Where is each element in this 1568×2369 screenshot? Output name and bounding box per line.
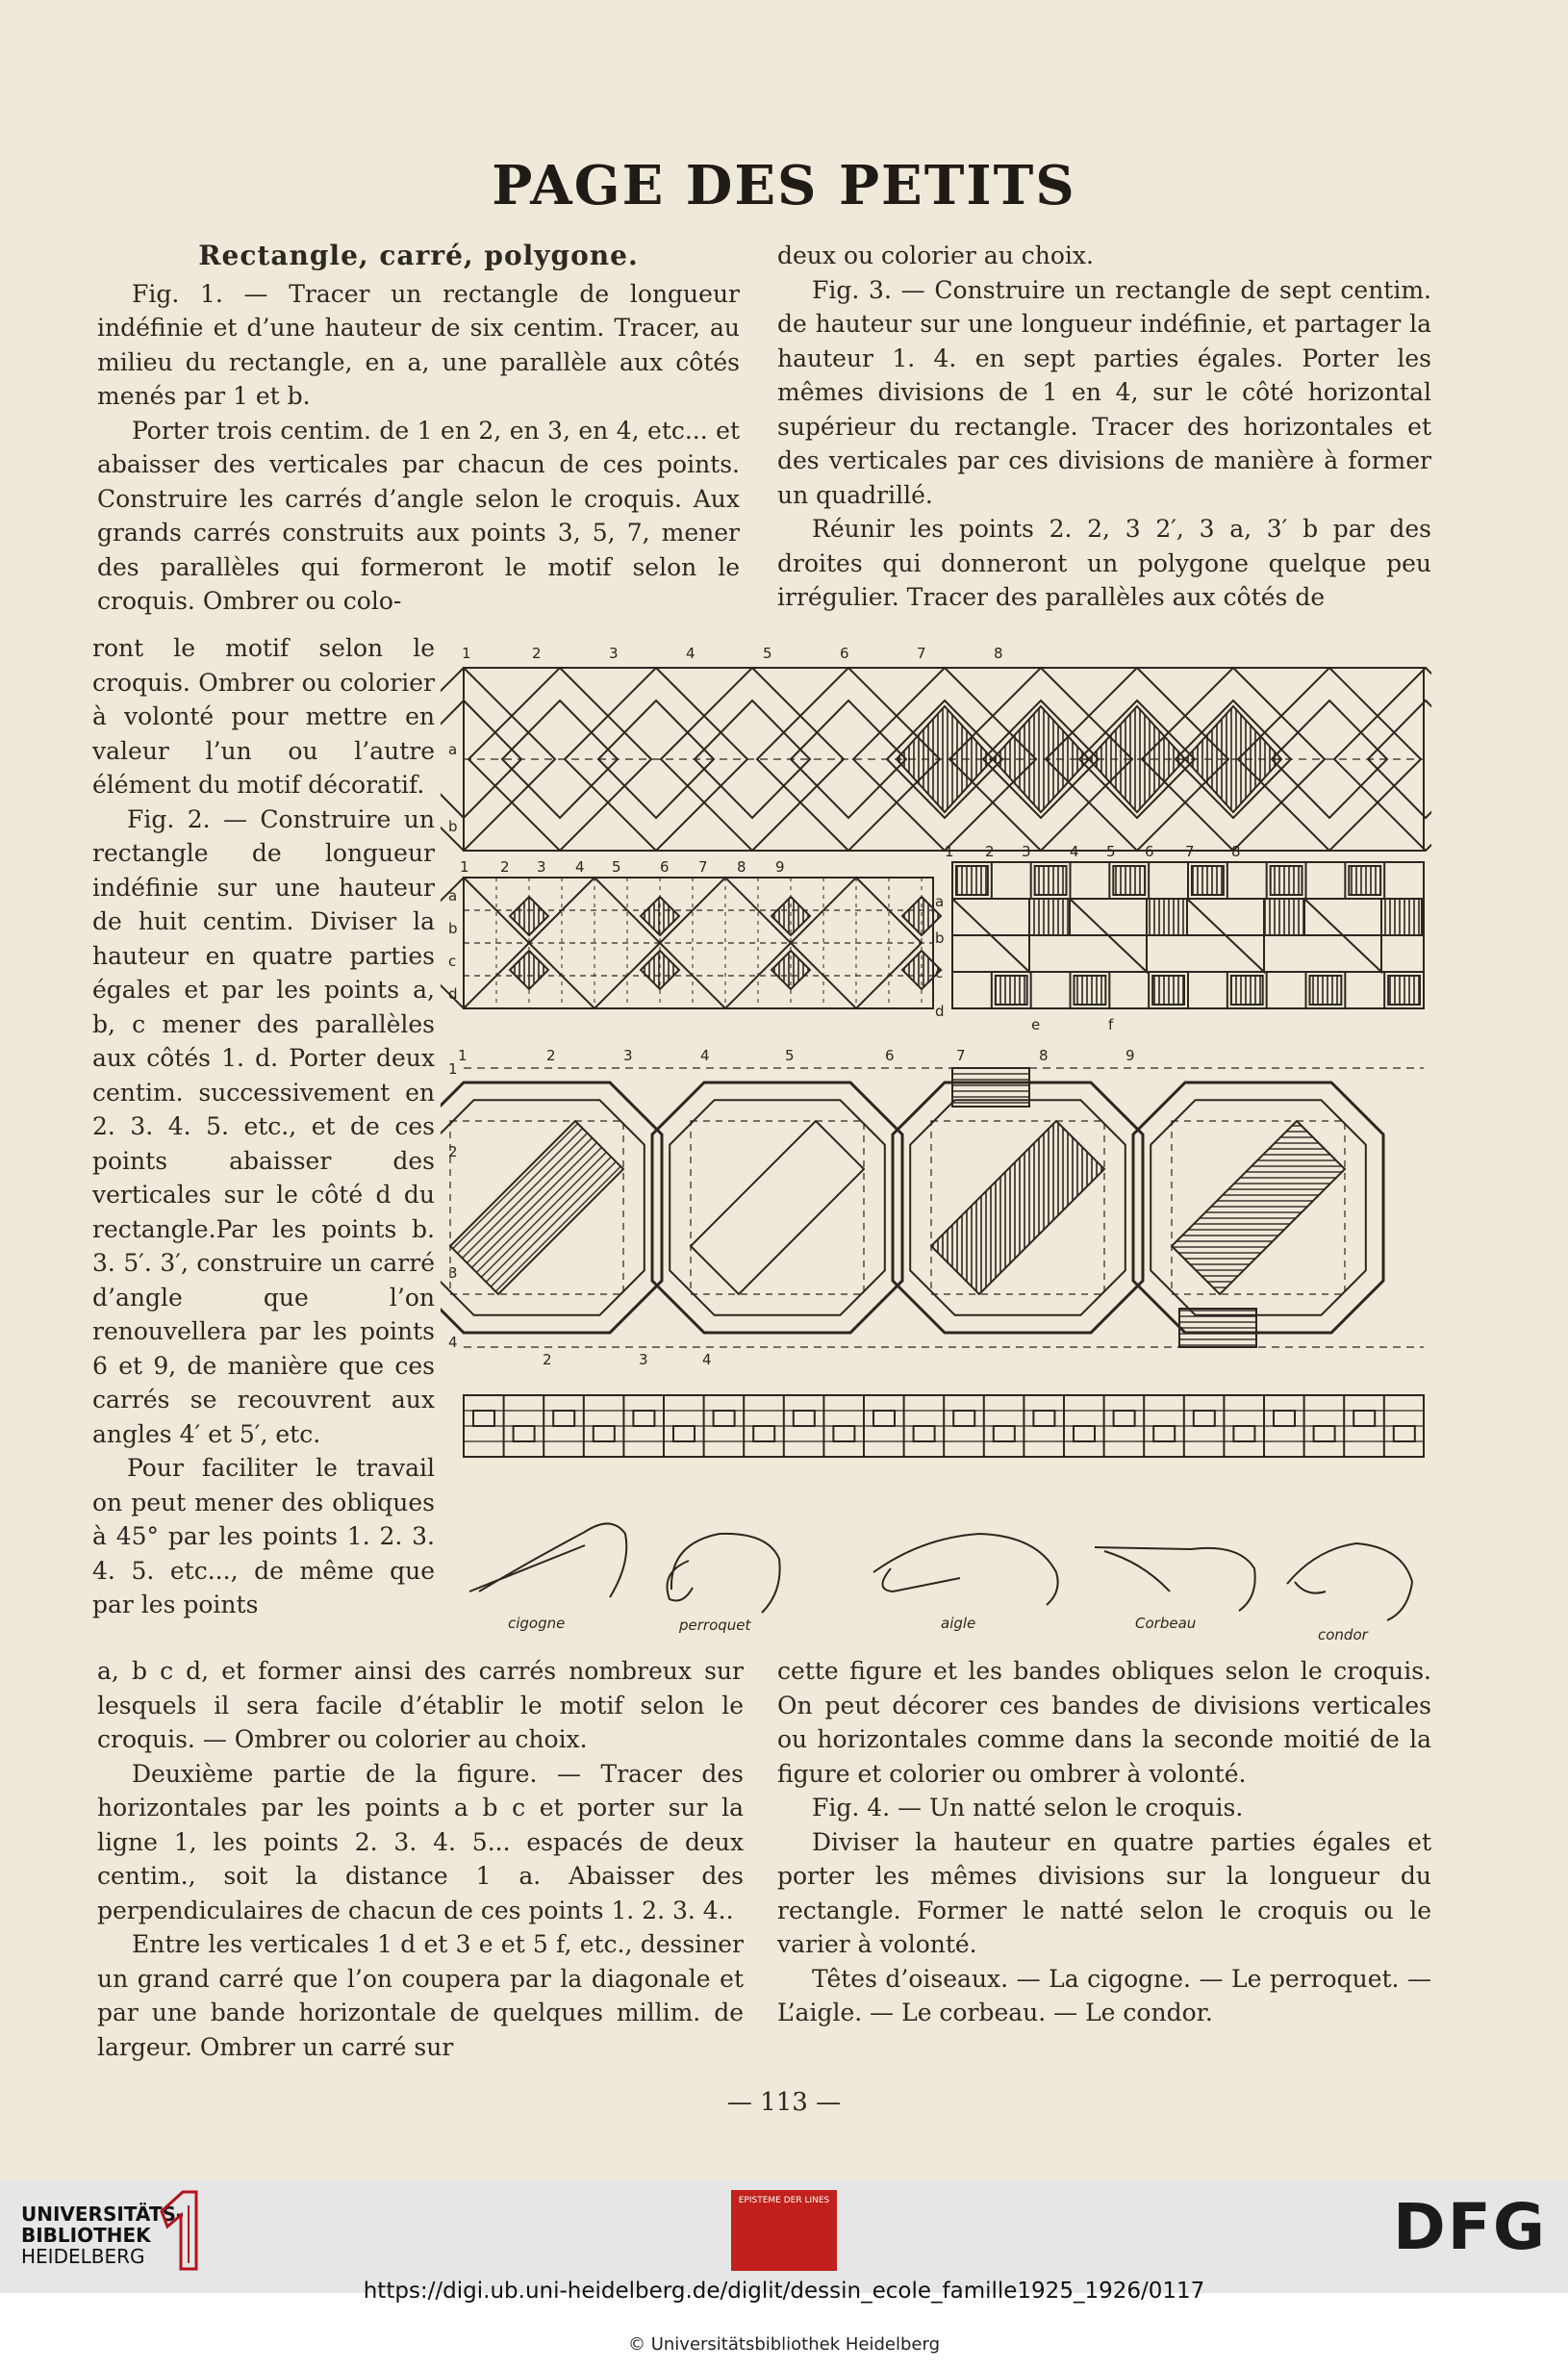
hatched-cell (956, 866, 988, 895)
figure-label: a (448, 741, 458, 758)
hatched-cell (1029, 899, 1070, 935)
column-left-narrow (92, 631, 435, 1622)
project-logo[interactable] (731, 2190, 837, 2271)
figure-label: 1 (460, 858, 469, 876)
figure-label: 1 (462, 645, 471, 662)
figure-label: 7 (1185, 843, 1195, 860)
hatched-cell (1147, 899, 1187, 935)
weave-strand (594, 1426, 615, 1441)
column-right-bottom (777, 1654, 1431, 2030)
weave-strand (873, 1411, 895, 1426)
figure-label: 2 (546, 1047, 556, 1064)
figure-label: 3 (1022, 843, 1031, 860)
figure-label: 9 (1125, 1047, 1135, 1064)
paragraph: Deuxième partie de la figure. — Tracer des horizontales par les points a b c et porter sur la ligne 1, les points 2. 3. 4. 5... espacés de deux centim., soit la distance 1 a. Abaisser des perpendiculaires de chacun de ces points 1. 2. 3. 4.. (97, 1759, 744, 1924)
figure-label: c (935, 964, 944, 981)
guide-square (691, 1121, 864, 1294)
weave-strand (914, 1426, 935, 1441)
hatched-cell (1113, 866, 1145, 895)
weave-strand (514, 1426, 535, 1441)
figure-label: 8 (737, 858, 746, 876)
figure-label: 2 (532, 645, 542, 662)
hatched-cell (996, 976, 1027, 1005)
weave-strand (714, 1411, 735, 1426)
figure-label: f (1108, 1016, 1114, 1033)
weave-strand (1033, 1411, 1054, 1426)
figure-label: 2 (985, 843, 995, 860)
octagon (652, 1083, 902, 1333)
paragraph: Fig. 3. — Construire un rectangle de sept centim. de hauteur sur une longueur indéfinie, et partager la hauteur 1. 4. en sept parties égales. Porter les mêmes divisions de 1 en 4, sur le côté horizontal supérieur du rectangle. Tracer des horizontales et des verticales par ces divisions de manière à former un quadrillé. (777, 275, 1431, 509)
figure-label: 5 (763, 645, 772, 662)
figure-2a-diamonds (441, 858, 944, 1008)
paragraph: deux ou colorier au choix. (777, 242, 1094, 269)
diagonal-band (691, 1121, 864, 1294)
weave-strand (994, 1426, 1015, 1441)
figure-label: 7 (698, 858, 708, 876)
page-number: — 113 — (726, 2088, 842, 2117)
dfg-logo[interactable]: DFG (1393, 2190, 1548, 2264)
weave-strand (633, 1411, 654, 1426)
paragraph: Réunir les points 2. 2, 3 2′, 3 a, 3′ b par des droites qui donneront un polygone quelque peu irrégulier. Tracer des parallèles aux côtés de (777, 515, 1431, 611)
condor-head-drawing (1287, 1543, 1412, 1643)
figure-label: 3 (639, 1351, 648, 1368)
figure-label: 3 (623, 1047, 633, 1064)
figure-label: 6 (840, 645, 849, 662)
figure-label: 8 (994, 645, 1003, 662)
figure-label: 1 (945, 843, 954, 860)
bird-label: perroquet (679, 1617, 751, 1634)
figure-label: c (448, 953, 457, 970)
hatched-cell (1271, 866, 1302, 895)
hatched-cell (1152, 976, 1184, 1005)
figure-3-octagons (441, 1047, 1424, 1368)
bird-label: Corbeau (1135, 1615, 1197, 1632)
figure-label: 4 (1070, 843, 1079, 860)
figure-label: 4 (700, 1047, 710, 1064)
weave-strand (553, 1411, 574, 1426)
weave-strand (673, 1426, 695, 1441)
diagonal-band (931, 1121, 1104, 1294)
diagonal-band (1172, 1121, 1345, 1294)
paragraph: cette figure et les bandes obliques selon le croquis. On peut décorer ces bandes de divisions verticales ou horizontales comme dans la seconde moitié de la figure et colorier ou ombrer à volonté. (777, 1657, 1431, 1788)
figure-2b-squares (935, 843, 1424, 1033)
figure-label: 4 (702, 1351, 712, 1368)
paragraph: Entre les verticales 1 d et 3 e et 5 f, etc., dessiner un grand carré que l’on coupera par la diagonale et par une bande horizontale de quelques millim. de largeur. Ombrer un carré sur (97, 1930, 744, 2061)
figure-label: 6 (660, 858, 670, 876)
hatched-cell (1035, 866, 1067, 895)
project-logo-text: EPISTEME DER LINES (738, 2196, 830, 2205)
figure-label: d (448, 985, 458, 1003)
eagle-head-drawing (873, 1534, 1058, 1632)
paragraph: Pour faciliter le travail on peut mener des obliques à 45° par les points 1. 2. 3. 4. 5. etc..., de même que par les points (92, 1454, 435, 1618)
shaded-diamond (897, 706, 993, 812)
hatched-cell (1264, 899, 1304, 935)
weave-strand (1114, 1411, 1135, 1426)
bird-label: condor (1318, 1626, 1368, 1643)
shaded-diamond (993, 706, 1089, 812)
column-left-top (97, 239, 740, 619)
figure-label: 1 (448, 1060, 458, 1078)
library-logo-line: BIBLIOTHEK (21, 2224, 151, 2247)
paragraph: Têtes d’oiseaux. — La cigogne. — Le perroquet. — L’aigle. — Le corbeau. — Le condor. (777, 1964, 1431, 2026)
figure-label: 6 (1145, 843, 1154, 860)
figure-label: 3 (537, 858, 546, 876)
figure-label: 7 (956, 1047, 966, 1064)
column-right-top (777, 239, 1431, 615)
section-heading: Rectangle, carré, polygone. (198, 240, 639, 271)
weave-strand (1074, 1426, 1095, 1441)
figure-label: d (935, 1003, 945, 1020)
library-logo-icon (154, 2186, 202, 2273)
figure-label: 2 (500, 858, 510, 876)
octagon-inner (670, 1100, 885, 1315)
figure-label: b (448, 818, 458, 835)
paragraph: Diviser la hauteur en quatre parties égales et porter les mêmes divisions sur la longueur du rectangle. Former le natté selon le croquis ou le varier à volonté. (777, 1827, 1431, 1958)
figure-label: 9 (775, 858, 785, 876)
hatched-cell (1381, 899, 1422, 935)
figure-label: 5 (785, 1047, 795, 1064)
figure-label: 2 (448, 1143, 458, 1160)
column-left-bottom (97, 1654, 744, 2064)
figure-plates (441, 639, 1431, 1651)
weave-strand (833, 1426, 854, 1441)
parrot-head-drawing (668, 1534, 780, 1634)
paragraph: Porter trois centim. de 1 en 2, en 3, en 4, etc... et abaisser des verticales par chacun de ces points. Construire les carrés d’angle selon le croquis. Aux grands carrés construits aux points 3, 5, 7, mener des parallèles qui formeront le motif selon le croquis. Ombrer ou colo- (97, 416, 740, 615)
hatched-cell (1388, 976, 1420, 1005)
weave-strand (1153, 1426, 1175, 1441)
hatched-cell (1349, 866, 1380, 895)
figure-label: 1 (458, 1047, 468, 1064)
diagonal-band (450, 1121, 623, 1294)
figure-label: 8 (1231, 843, 1241, 860)
bird-label: cigogne (508, 1615, 566, 1632)
weave-strand (953, 1411, 974, 1426)
bird-label: aigle (941, 1615, 976, 1632)
hatched-cell (1075, 976, 1106, 1005)
shaded-diamond (1089, 706, 1185, 812)
figure-label: 6 (885, 1047, 895, 1064)
figure-label: 2 (543, 1351, 552, 1368)
hatched-cell (1310, 976, 1342, 1005)
figure-4-natte (464, 1395, 1424, 1457)
figure-1-lattice (441, 645, 1431, 851)
weave-strand (1233, 1426, 1254, 1441)
paragraph: ront le motif selon le croquis. Ombrer ou colorier à volonté pour mettre en valeur l’un ou l’autre élément du motif décoratif. (92, 634, 435, 799)
figure-label: b (448, 920, 458, 937)
permalink-url[interactable]: https://digi.ub.uni-heidelberg.de/diglit/dessin_ecole_famille1925_1926/0117 (363, 2279, 1205, 2304)
weave-strand (1314, 1426, 1335, 1441)
paragraph: Fig. 1. — Tracer un rectangle de longueur indéfinie et d’une hauteur de six centim. Tracer, au milieu du rectangle, en a, une parallèle aux côtés menés par 1 et b. (97, 279, 740, 410)
weave-strand (1194, 1411, 1215, 1426)
stork-head-drawing (469, 1523, 626, 1632)
figure-label: a (448, 887, 458, 904)
paragraph: a, b c d, et former ainsi des carrés nombreux sur lesquels il sera facile d’établir le motif selon le croquis. — Ombrer ou colorier au choix. (97, 1657, 744, 1753)
hatched-cell (1192, 866, 1224, 895)
library-logo-line: HEIDELBERG (21, 2245, 145, 2268)
weave-strand (1274, 1411, 1295, 1426)
figure-label: 4 (575, 858, 585, 876)
weave-strand (794, 1411, 815, 1426)
figure-label: 4 (448, 1334, 458, 1351)
figure-label: 3 (609, 645, 619, 662)
paragraph: Fig. 2. — Construire un rectangle de longueur indéfinie sur une hauteur de huit centim. Diviser la hauteur en quatre parties égales et par les points a, b, c mener des parallèles aux côtés 1. d. Porter deux centim. successivement en 2. 3. 4. 5. etc., et de ces points abaisser des verticales sur le côté d du rectangle.Par les points b. 3. 5′. 3′, construire un carré d’angle que l’on renouvellera par les points 6 et 9, de manière que ces carrés se recouvrent aux angles 4′ et 5′, etc. (92, 804, 435, 1448)
shaded-diamond (1185, 706, 1281, 812)
weave-strand (1394, 1426, 1415, 1441)
weave-strand (473, 1411, 494, 1426)
figure-label: 5 (1106, 843, 1116, 860)
hatched-cell (1231, 976, 1263, 1005)
bird-heads (469, 1523, 1412, 1643)
figure-label: a (935, 893, 945, 910)
figure-label: 3 (448, 1264, 458, 1282)
paragraph: Fig. 4. — Un natté selon le croquis. (812, 1794, 1244, 1821)
figure-label: 7 (917, 645, 926, 662)
figure-label: 4 (686, 645, 695, 662)
figure-label: 5 (612, 858, 621, 876)
page-title: PAGE DES PETITS (492, 154, 1076, 217)
figure-label: e (1031, 1016, 1041, 1033)
crow-head-drawing (1095, 1547, 1255, 1632)
library-logo-line: UNIVERSITÄTS- (21, 2203, 185, 2226)
weave-strand (753, 1426, 774, 1441)
figure-label: 8 (1039, 1047, 1049, 1064)
copyright-notice: © Universitätsbibliothek Heidelberg (627, 2334, 940, 2355)
weave-strand (1353, 1411, 1375, 1426)
figure-label: b (935, 930, 945, 947)
